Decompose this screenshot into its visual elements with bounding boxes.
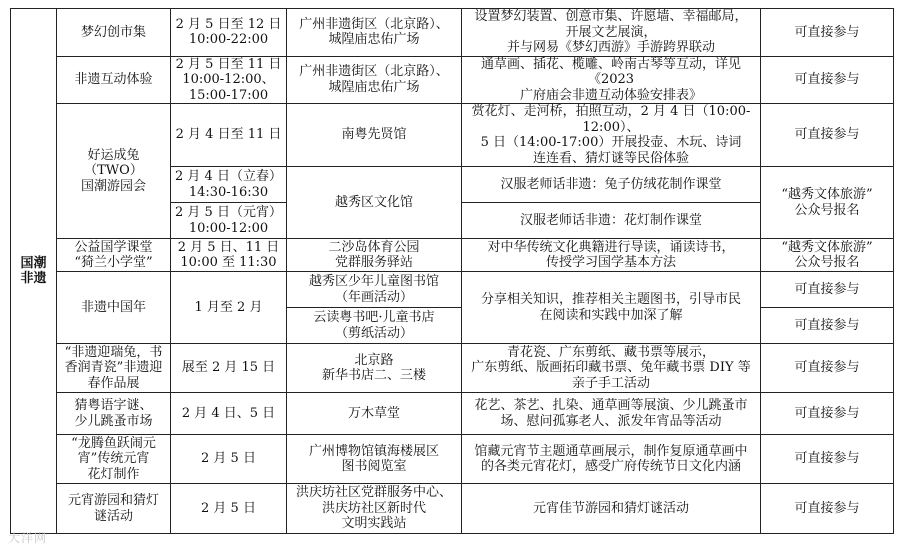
activity-place: 北京路 新华书店二、三楼 (287, 344, 462, 393)
table-row (11, 484, 894, 534)
activity-name: 梦幻创市集 (57, 9, 171, 57)
category-cell: 国潮 非遗 (11, 9, 57, 534)
activity-signup: “越秀文体旅游” 公众号报名 (761, 167, 894, 239)
activity-content: 馆藏元宵节主题通草画展示，制作复原通草画中 的各类元宵花灯，感受广府传统节日文化内涵 (462, 435, 761, 484)
activity-place: 万木草堂 (287, 393, 462, 435)
activity-place: 广州非遗街区（北京路）、 城隍庙忠佑广场 (287, 56, 462, 104)
activity-place: 洪庆坊社区党群服务中心、 洪庆坊社区新时代 文明实践站 (287, 484, 462, 534)
activity-name: 非遗中国年 (57, 272, 171, 344)
activity-signup: 可直接参与 (761, 56, 894, 104)
activity-time: 2 月 4 日、5 日 (171, 393, 287, 435)
activity-content: 汉服老师话非遗：兔子仿绒花制作课堂 (462, 167, 761, 203)
watermark-logo: 大洋网 (8, 531, 48, 545)
activity-content: 青花瓷、广东剪纸、藏书票等展示， 广东剪纸、版画拓印藏书票、兔年藏书票 DIY 等 亲子手工活动 (462, 344, 761, 393)
activity-place: 云读粤书吧·儿童书店 （剪纸活动） (287, 308, 462, 344)
activity-signup: 可直接参与 (761, 308, 894, 344)
activity-name: 元宵游园和猜灯 谜活动 (57, 484, 171, 534)
activity-name: 好运成兔（TWO） 国潮游园会 (57, 104, 171, 239)
activity-time: 2 月 5 日（元宵） 10:00-12:00 (171, 203, 287, 239)
activity-name: “非遗迎瑞兔，书 香润青瓷”非遗迎 春作品展 (57, 344, 171, 393)
activity-signup: 可直接参与 (761, 104, 894, 167)
activity-place: 广州非遗街区（北京路）、 城隍庙忠佑广场 (287, 9, 462, 57)
activity-time: 2 月 4 日至 11 日 (171, 104, 287, 167)
activity-place: 越秀区文化馆 (287, 167, 462, 239)
table-row (11, 9, 894, 57)
activity-name: 公益国学课堂 “猗兰小学堂” (57, 239, 171, 272)
activity-signup: 可直接参与 (761, 272, 894, 308)
activity-signup: 可直接参与 (761, 484, 894, 534)
activity-content: 汉服老师话非遗：花灯制作课堂 (462, 203, 761, 239)
table-row (11, 56, 894, 104)
activity-name: “龙腾鱼跃闹元 宵”传统元宵 花灯制作 (57, 435, 171, 484)
activity-time: 2 月 5 日至 11 日 10:00-12:00、 15:00-17:00 (171, 56, 287, 104)
activity-place: 二沙岛体育公园 党群服务驿站 (287, 239, 462, 272)
table-row (11, 104, 894, 167)
activity-time: 展至 2 月 15 日 (171, 344, 287, 393)
activity-schedule-table (10, 8, 894, 534)
activity-name: 非遗互动体验 (57, 56, 171, 104)
activity-time: 2 月 5 日 (171, 435, 287, 484)
activity-time: 2 月 5 日 (171, 484, 287, 534)
table-row (11, 393, 894, 435)
table-row (11, 272, 894, 308)
activity-content: 元宵佳节游园和猜灯谜活动 (462, 484, 761, 534)
activity-place: 广州博物馆镇海楼展区 图书阅览室 (287, 435, 462, 484)
table-row (11, 435, 894, 484)
activity-name: 猜粤语字谜、 少儿跳蚤市场 (57, 393, 171, 435)
activity-signup: “越秀文体旅游” 公众号报名 (761, 239, 894, 272)
activity-time: 2 月 5 日至 12 日 10:00-22:00 (171, 9, 287, 57)
activity-content: 分享相关知识，推荐相关主题图书，引导市民 在阅读和实践中加深了解 (462, 272, 761, 344)
table-row (11, 344, 894, 393)
table-row (11, 239, 894, 272)
activity-place: 越秀区少年儿童图书馆 （年画活动） (287, 272, 462, 308)
activity-time: 1 月至 2 月 (171, 272, 287, 344)
activity-signup: 可直接参与 (761, 435, 894, 484)
activity-signup: 可直接参与 (761, 393, 894, 435)
activity-content: 花艺、茶艺、扎染、通草画等展演、少儿跳蚤市 场、慰问孤寡老人、派发年宵品等活动 (462, 393, 761, 435)
activity-content: 对中华传统文化典籍进行导读，诵读诗书， 传授学习国学基本方法 (462, 239, 761, 272)
activity-content: 通草画、插花、榄雕、岭南古琴等互动，详见《2023 广府庙会非遗互动体验安排表》 (462, 56, 761, 104)
activity-signup: 可直接参与 (761, 9, 894, 57)
activity-content: 赏花灯、走河桥，拍照互动，2 月 4 日（10:00-12:00）、 5 日（14:00-17:00）开展投壶、木玩、诗词 连连看、猜灯谜等民俗体验 (462, 104, 761, 167)
activity-signup: 可直接参与 (761, 344, 894, 393)
activity-place: 南粤先贤馆 (287, 104, 462, 167)
activity-time: 2 月 4 日（立春） 14:30-16:30 (171, 167, 287, 203)
activity-content: 设置梦幻装置、创意市集、许愿墙、幸福邮局， 开展文艺展演， 并与网易《梦幻西游》手游跨界联动 (462, 9, 761, 57)
activity-time: 2 月 5 日、11 日 10:00 至 11:30 (171, 239, 287, 272)
